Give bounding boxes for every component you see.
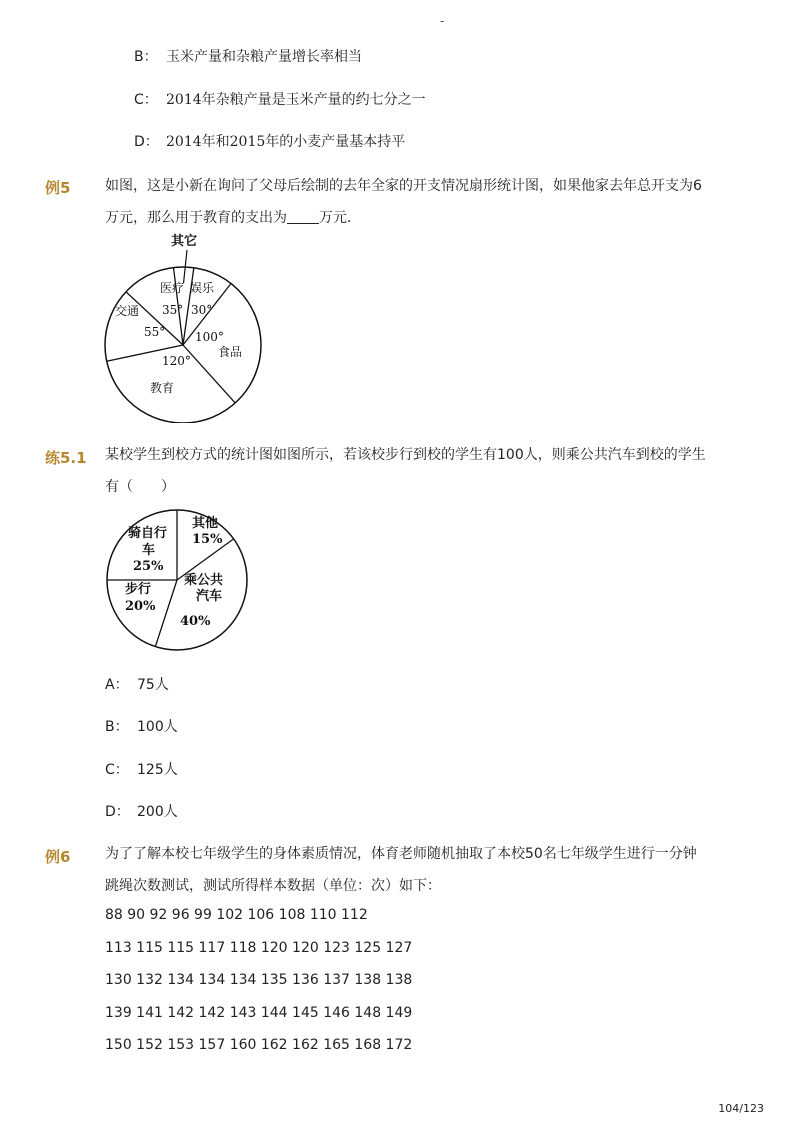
pie1-value-entertainment: 30° [191,303,213,317]
pie1-value-education: 120° [162,354,191,368]
option-text: 100人 [137,719,178,735]
option-letter: B： [134,49,158,65]
pie2-label-walk: 步行 [125,582,152,597]
data-line: 139 141 142 142 143 144 145 146 148 149 [105,1005,413,1021]
pie1-value-medical: 35° [162,303,184,317]
pie1-label-entertainment: 娱乐 [190,281,215,295]
pie1-label-education: 教育 [150,381,175,395]
option-letter: C： [105,762,129,778]
option-c [105,759,178,779]
pie1-label-medical: 医疗 [160,281,185,295]
example-tag: 例5 [45,179,71,197]
option-letter: C： [134,92,158,108]
expense-pie-chart [100,228,270,423]
pie2-value-bus: 40% [180,614,211,629]
data-line: 150 152 153 157 160 162 162 165 168 172 [105,1037,413,1053]
pie1-label-food: 食品 [218,345,243,359]
pie2-label-bike-line1: 骑自行 [128,526,168,541]
header-mark: - [440,14,445,28]
answer-blank [287,209,319,224]
option-letter: B： [105,719,129,735]
option-b [105,716,178,736]
option-letter: A： [105,677,129,693]
page-number: 104/123 [718,1102,764,1115]
option-text: 75人 [137,677,169,693]
option-text: 玉米产量和杂粮产量增长率相当 [166,49,362,65]
example6-line1: 为了了解本校七年级学生的身体素质情况，体育老师随机抽取了本校50名七年级学生进行一分钟 [105,846,697,862]
example5-line2-after: 万元． [319,210,361,226]
option-text: 2014年杂粮产量是玉米产量的约七分之一 [166,92,426,108]
example6-text [105,838,697,902]
option-letter: D： [134,134,159,150]
example-tag: 例6 [45,848,71,866]
pie2-value-bike: 25% [133,559,164,574]
example6-line2: 跳绳次数测试，测试所得样本数据（单位：次）如下： [105,878,441,894]
pie1-value-food: 100° [195,330,224,344]
data-line: 88 90 92 96 99 102 106 108 110 112 [105,907,368,923]
data-line: 130 132 134 134 134 135 136 137 138 138 [105,972,413,988]
pie2-value-walk: 20% [125,599,156,614]
option-letter: D： [105,804,130,820]
example5-line1: 如图，这是小新在询问了父母后绘制的去年全家的开支情况扇形统计图，如果他家去年总开支为6 [105,178,702,194]
practice-tag: 练5.1 [45,449,87,467]
pie2-label-bus-line2: 汽车 [196,589,223,604]
practice51-line1: 某校学生到校方式的统计图如图所示，若该校步行到校的学生有100人，则乘公共汽车到校的学生 [105,447,706,463]
option-text: 125人 [137,762,178,778]
option-d [105,801,178,821]
pie1-label-other: 其它 [170,234,198,249]
pie1-value-transport: 55° [144,325,166,339]
pie2-label-other: 其他 [192,516,219,531]
pie2-label-bus-line1: 乘公共 [184,573,224,588]
option-text: 2014年和2015年的小麦产量基本持平 [166,134,406,150]
pie1-label-transport: 交通 [115,304,140,318]
commute-pie-chart [100,507,255,657]
option-d [134,131,405,151]
option-a [105,674,169,694]
option-c [134,89,426,109]
data-line: 113 115 115 117 118 120 120 123 125 127 [105,940,413,956]
practice51-line2: 有（ ） [105,479,175,495]
pie2-label-bike-line2: 车 [142,543,156,558]
option-b [134,46,362,66]
pie2-value-other: 15% [192,532,223,547]
practice51-text [105,439,706,503]
example5-line2-before: 万元，那么用于教育的支出为 [105,210,287,226]
option-text: 200人 [137,804,178,820]
example5-text [105,170,702,234]
